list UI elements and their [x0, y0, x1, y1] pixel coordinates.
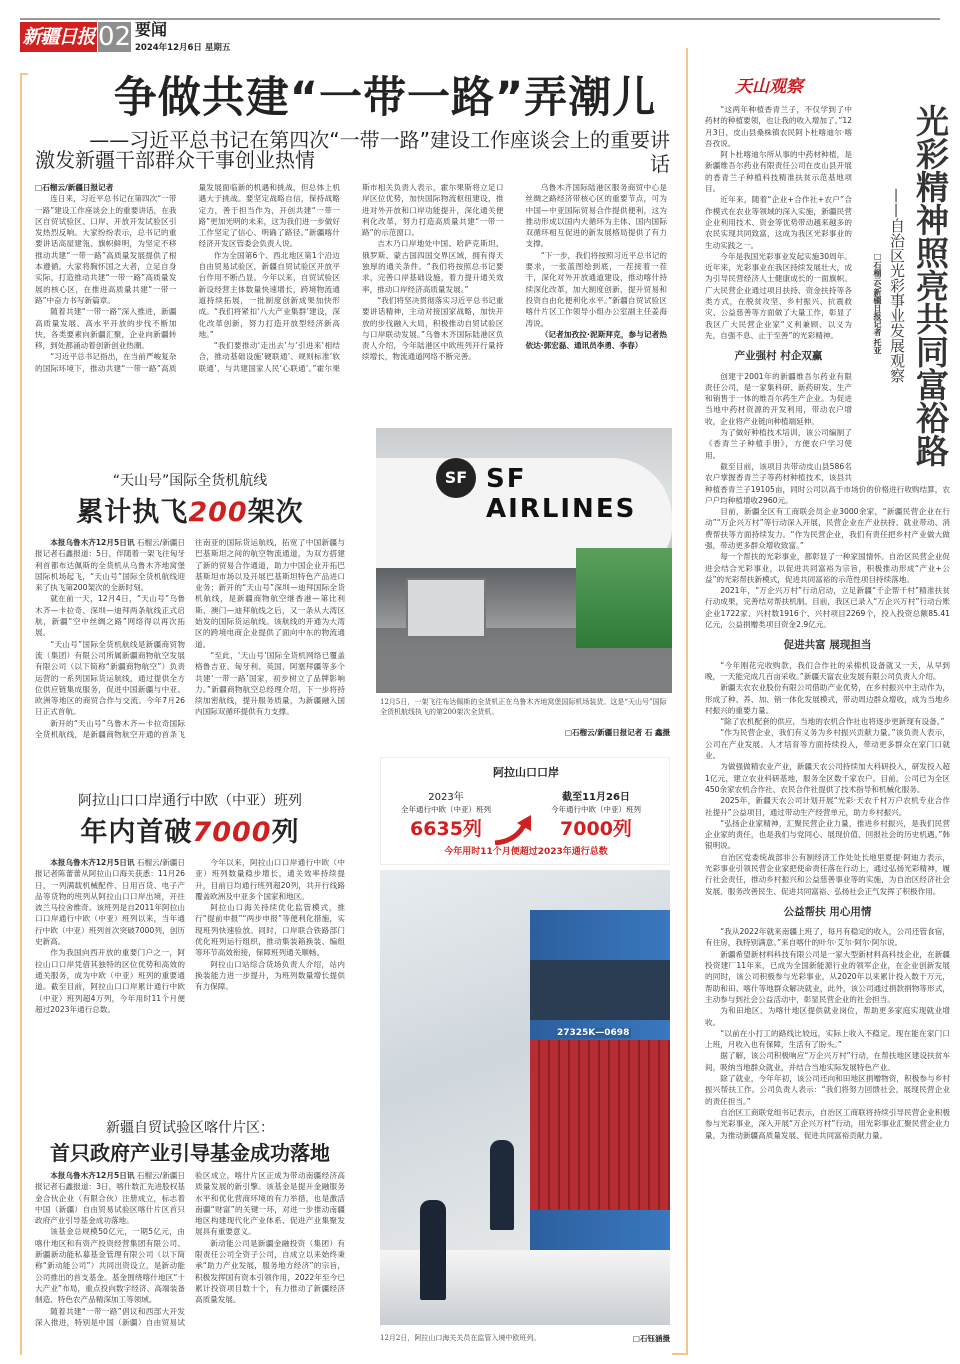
train-headline [35, 810, 345, 849]
train-kicker: 阿拉山口口岸通行中欧（中亚）班列 [78, 793, 302, 809]
fund-headline: 首只政府产业引导基金成功落地 [50, 1141, 330, 1165]
loco-number: 27325K—0698 [557, 1028, 630, 1038]
lead-subtitle-2: 激发新疆干部群众干事创业热情 [35, 148, 315, 172]
section-name: 要闻 [135, 20, 168, 39]
section-heading: 促进共富 展现担当 [783, 639, 872, 652]
paragraph: “至此，‘天山号’国际全货机网络已覆盖格鲁吉亚、匈牙利、英国、阿塞拜疆等多个共建‘一带一路’国家，初步树立了品牌影响力。”新疆商物航空总经理介绍，下一步将持续加密航线，提升服务质量，为新疆融入国内国际双循环提供有力支撑。 [195, 650, 345, 717]
section-heading: 产业强村 村企双赢 [734, 350, 823, 363]
train-photo-credit: □石钰涵摄 [632, 1334, 670, 1343]
paragraph: 就在前一天，12月4日，“天山号”乌鲁木齐—卡拉奇、深圳—迪拜两条航线正式启航，新疆“空中丝绸之路”网络得以再次拓展。 [35, 594, 185, 638]
paragraph: “我从2022年就来南疆上班了，每月有稳定的收入，公司还管食宿，有住房，我特别满意。”来自喀什的叶尔·艾尔·阿尔·阿尔说。 [705, 927, 950, 948]
paragraph: 今年以来，阿拉山口口岸通行中欧（中亚）班列数量稳步增长，通关效率持续提升，目前日均通行班列超20列，共开行线路覆盖欧洲及中亚多个国家和地区。 [195, 858, 345, 901]
paragraph [35, 1170, 185, 1226]
headline-text: 架次 [247, 497, 304, 528]
paragraph: 自治区工商联党组书记表示，自治区工商联将持续引导民营企业积极参与光彩事业，深入开展“万企兴万村”行动，用光彩事业汇聚民营企业力量，为推动新疆高质量发展、促进共同富裕贡献力量。 [705, 1107, 950, 1140]
headline-text: 列 [271, 817, 300, 848]
freight-wagon [530, 1040, 670, 1210]
paragraph: “下一步，我们将按照习近平总书记的要求，一张蓝图绘到底，一茬接着一茬干，深化对外开放通道建设，推动喀什持续深化改革，加大制度创新，提升贸易和投资自由化便利化水平。”新疆自贸试验区喀什片区工作领导小组办公室副主任姜海涛说。 [525, 250, 667, 328]
paragraph: 新疆希望新材料科技有限公司是一家大型新材料高科技企业，在新疆投资建厂11年来，已成为全国新能源行业的领军企业，在企业创新发展的同时，该公司积极参与光彩事业，从2020年以来累计投入数千万元，帮助和田、喀什等地群众解决就业，此外，该公司通过捐款捐物等形式，主动参与到社会公益活动中，彰显民营企业的社会担当。 [705, 949, 950, 1004]
customs-officer [420, 1200, 446, 1300]
paragraph: “天山号”国际全货机航线是新疆商贸物流（集团）有限公司所属新疆商物航空发展有限公司（以下简称“新疆商物航空”）负责运营的一系列国际货运航线，通过提供全方位供应链集成服务，促进中国新疆与中亚、欧洲等地区的商贸合作与交流。今年7月26日正式首航。 [35, 639, 185, 717]
page-number: 02 [98, 22, 132, 52]
section-heading: 公益帮扶 用心用情 [783, 905, 872, 918]
paragraph: 2021年，“万企兴万村”行动启动，立足新疆“千企帮千村”精准扶贫行动成果，完善结对帮扶机制。目前，我区已录入“万企兴万村”行动台账企业1722家、兴村数1916个、兴村项目2269个，投入投资总额85.41亿元，公益捐赠类项目资金2.9亿元。 [705, 586, 950, 630]
fund-article-body [35, 1170, 345, 1358]
cargo-plane-photo [376, 428, 672, 693]
headline-number: 7000 [192, 817, 272, 848]
paragraph: 作为全国第6个、西北地区第1个沿边自由贸易试验区，新疆自贸试验区开放平台作用不断凸显。今年以来，自贸试验区新设经营主体数量快速增长，跨境物流通道持续拓展，一批制度创新成果加快形成。“我们将紧扣‘八大产业集群’建设，深化改革创新，努力打造开放型经济新高地。” [198, 250, 340, 339]
paragraph: 据了解，该公司积极响应“万企兴万村”行动，在帮扶地区建设扶贫车间，吸纳当地群众就业，并结合当地实际发展特色产业。 [705, 1051, 950, 1072]
lead-article-body [35, 182, 667, 404]
column-byline: □石榴云/新疆日报记者 托亚 [873, 252, 882, 355]
right-value: 7000列 [560, 818, 632, 840]
paragraph: 每一个帮扶的光彩事业，都彰显了一种家国情怀。自治区民营企业促进会结合光彩事业，以促进共同富裕为宗旨，积极推动形成“产业+公益”的光彩帮扶新模式，促进共同富裕的示范性项目持续落地。 [705, 552, 950, 584]
customs-officer [490, 1140, 514, 1230]
paragraph: “除了农机配套的供应，当地的农机合作社也将逐步更新现有设备。” [720, 717, 945, 727]
infographic-title: 阿拉山口口岸 [493, 766, 559, 779]
lead-byline: □石榴云/新疆日报记者 [35, 183, 114, 192]
column-divider [686, 48, 688, 1355]
plane-livery: SF AIRLINES [486, 464, 637, 524]
paragraph: 截至目前，该项目共带动皮山县586名农户掌握香青兰子等药材种植技术，该县共种植香青兰子19105亩，同时公司以高于市场价的价格进行收购结算，农户户均种植增收2960元。 [705, 461, 950, 505]
lead-subtitle: ——习近平总书记在第四次“一带一路”建设工作座谈会上的重要讲话 [89, 128, 670, 176]
paragraph-text: 石榴云/新疆日报记者石鑫报道：5日，伴随着一架飞往匈牙利首都布达佩斯的全货机从乌鲁木齐地窝堡国际机场起飞，“天山号”国际全货机航线迎来了执飞第200架次的全新时刻。 [35, 538, 185, 593]
column-article-body [705, 104, 950, 1356]
paragraph: 今年是我国光彩事业发起实施30周年。近年来，光彩事业在我区持续发展壮大，成为引导民营经济人士健康成长的一面旗帜。广大民营企业通过项目扶持、资金扶持等各类方式，在脱贫攻坚、乡村振兴、抗震救灾、公益慈善等方面做了大量工作，彰显了我区广大民营企业家“义利兼顾、以义为先，自强不息、止于至善”的光彩精神。 [705, 251, 852, 340]
loader-vehicle [406, 578, 486, 638]
issue-date: 2024年12月6日 星期五 [135, 43, 231, 53]
right-label: 今年通行中欧（中亚）班列 [551, 805, 641, 814]
paragraph: “今年刚花完收购款，我们合作社的采棉机设备就又一天，从早到晚，一天能完成几百亩采收。”新疆天富农业发展有限公司负责人介绍。 [705, 660, 950, 681]
paragraph: “弘扬企业家精神，汇聚民营企业力量，推进乡村振兴，是我们民营企业家的责任，也是我们与党同心、展现价值、回报社会的历史机遇。”韩银明说。 [705, 818, 950, 851]
left-label: 全年通行中欧（中亚）班列 [401, 805, 491, 814]
column-subtitle: ——自治区光彩事业发展观察 [888, 188, 906, 383]
dateline: 本报乌鲁木齐12月5日讯 [50, 1171, 135, 1180]
paragraph: “我们要推动‘走出去’与‘引进来’相结合，推动基础设施‘硬联通’、规则标准‘软联通’、与共建国家人民‘心联通’。”霍尔果斯市相关负责人表示，霍尔果斯将立足口岸区位优势，加快国际物流枢纽建设，推进对外开放和口岸功能提升，深化通关便利化改革，努力打造高质量共建“一带一路”的示范窗口。 [198, 183, 504, 373]
headline-text: 累计执飞 [76, 497, 189, 528]
paragraph: 新疆天农农业股份有限公司借助产业优势，在乡村振兴中主动作为，形成了种、养、加、销一体化发展模式，带动周边群众增收，成为当地乡村振兴的重要力量。 [705, 683, 950, 715]
paragraph: 为做强做精农业产业，新疆天农公司持续加大科研投入，研发投入超1亿元，建立农业科研基地，服务全区数千家农户。目前，公司已为全区450余家农机合作社、农民合作社提供了技术指导和机械化服务。 [705, 762, 950, 794]
paragraph: 为和田地区、为喀什地区提供就业岗位，帮助更多家庭实现就业增收。 [705, 1006, 950, 1027]
column-logo: 天山观察 [735, 77, 803, 97]
paragraph: 除了就业，今年年初，该公司还向和田地区捐赠物资，积极参与乡村振兴帮扶工作。公司负责人表示：“我们将努力回馈社会，展现民营企业的责任担当。” [705, 1074, 950, 1106]
paragraph: 新开的“天山号”乌鲁木齐—卡拉奇国际全货机航线，是新疆商物航空开通的首条飞往南亚的国际货运航线，拓宽了中国新疆与巴基斯坦之间的航空物流通道，为双方搭建了新的贸易合作通道，助力中国企业开拓巴基斯坦市场以及开展巴基斯坦特色产品进口业务；新开的“天山号”深圳—迪拜国际全货机航线，是新疆商物航空继香港—第比利斯、澳门—迪拜航线之后，又一条从大湾区始发的国际货运航线。该航线的开通为大湾区的跨境电商企业提供了面向中东的物流通道。 [35, 538, 345, 740]
paragraph: 新动能公司是新疆金融投资（集团）有限责任公司全资子公司，自成立以来始终秉承“助力产业发展，服务地方经济”的宗旨，积极发挥国有资本引领作用，2022年至今已累计投资项目数十个，有力推动了新疆经济高质量发展。 [195, 1238, 345, 1305]
paragraph: 乌鲁木齐国际陆港区服务商贸中心是丝绸之路经济带核心区的重要节点，可为中国—中亚国际贸易合作提供便利，这为推动形成以国内大循环为主体、国内国际双循环相互促进的新发展格局提供了有力支撑。 [525, 183, 667, 249]
dateline: 本报乌鲁木齐12月5日讯 [50, 538, 135, 547]
paragraph: 目前，新疆全区有工商联会员企业3000余家，“新疆民营企业在行动”“万企兴万村”等行动深入开展，民营企业在产业扶持、就业带动、消费帮扶等方面持续发力。“作为民营企业，我们有责任把乡村产业做大做强，带动更多群众增收致富。” [705, 507, 950, 550]
lead-credits: （记者加孜拉·泥斯拜克，参与记者热依达·郭宏磊、通讯员李勇、李春） [525, 329, 667, 351]
left-bracket-divider [20, 73, 28, 1355]
paragraph: “习近平总书记指出，在当前严峻复杂的国际环境下，推动共建“一带一路”高质量发展面临新的机遇和挑战，但总体上机遇大于挑战。要坚定战略自信，保持战略定力，善于担当作为，开创共建“一带一路”更加光明的未来，这为我们进一步做好工作坚定了信心、明确了路径。”新疆喀什经济开发区管委会负责人说。 [35, 183, 340, 373]
cargo-article-body [35, 537, 345, 749]
column-title-block [858, 104, 950, 474]
paragraph: 阿卜杜喀迪尔所从事的中药材种植，是新疆维吾尔药业有限责任公司在皮山县开展的香青兰子种植科技精准扶贫示范基地项目。 [705, 150, 852, 194]
paragraph: 作为我国向西开放的重要门户之一，阿拉山口口岸凭借其独特的区位优势和高效的通关服务，成为中欧（中亚）班列的重要通道。截至目前，阿拉山口口岸累计通行中欧（中亚）班列超4万列，今年用时11个月便超过2023年通行总数。 [35, 948, 185, 1014]
paragraph: 自治区党委统战部非公有制经济工作处处长地里夏提·阿迪力表示，光彩事业引领民营企业家把使命责任落在行动上，通过弘扬光彩精神，履行社会责任，推动乡村振兴和公益慈善事业等的实施，为自治区经济社会发展、服务改善民生、促进共同富裕、弘扬社会正气发挥了积极作用。 [705, 852, 950, 896]
cargo-kicker: “天山号”国际全货机航线 [112, 473, 268, 489]
right-period: 截至11月26日 [562, 792, 630, 803]
tarmac [376, 653, 672, 693]
train-photo [380, 870, 670, 1325]
lead-headline: 争做共建“一带一路”弄潮儿 [113, 73, 657, 123]
paragraph: 为了做好种植技术培训，该公司编制了《香青兰子种植手册》，方便农户学习使用。 [705, 428, 852, 460]
paragraph: “作为民营企业，我们有义务为乡村振兴贡献力量。”该负责人表示，公司在产业发展、人才培育等方面持续投入，带动更多群众在家门口就业。 [705, 728, 950, 761]
paragraph: 阿拉山口海关持续优化监管模式，推行“提前申报”“两步申报”等便利化措施，实现班列快速验放。同时，口岸联合铁路部门优化班列运行组织，推动集装箱换装、编组等环节高效衔接，保障班列通关顺畅。 [195, 903, 345, 958]
cargo-photo-caption: 12月5日，一架飞往布达佩斯的全货机正在乌鲁木齐地窝堡国际机场装货。这是“天山号”国际全货机航线执飞的第200架次全货机。 [380, 698, 667, 716]
cargo-photo-credit: □石榴云/新疆日报记者 石 鑫摄 [564, 728, 670, 737]
paragraph: “这两年种植香青兰子，不仅学到了中药材的种植要领，也让我的收入增加了。”12月3日，皮山县桑株镇农民阿卜杜喀迪尔·喀吾孜说。 [705, 105, 852, 148]
divider-foot [672, 1353, 688, 1355]
paragraph: 连日来，习近平总书记在第四次“一带一路”建设工作座谈会上的重要讲话，在我区自贸试验区、口岸、开放开发试验区引发热烈反响。大家纷纷表示，总书记的重要讲话高屋建瓴、旗帜鲜明，为坚定不移推动共建“一带一路”高质量发展提供了根本遵循。大家将胸怀国之大者，立足自身实际，打造推动共建“一带一路”高质量发展的核心区，在推进高质量共建“一带一路”中奋力书写新篇章。 [35, 194, 177, 305]
left-period: 2023年 [428, 792, 464, 803]
newspaper-logo: 新疆日报 [20, 22, 97, 52]
train-photo-caption: 12月2日，阿拉山口海关关员在监管入境中欧班列。 [380, 1334, 541, 1342]
fund-kicker: 新疆自贸试验区喀什片区： [106, 1120, 274, 1136]
paragraph [35, 537, 185, 593]
paragraph: “以前在小打工的路线比较远，实际上收入不稳定。现在能在家门口上班，月收入也有保障，生活有了盼头。” [705, 1028, 950, 1050]
paragraph [35, 857, 185, 947]
paragraph: 2025年，新疆天农公司计划开展“光彩·天农千村万户农机专业合作社提升”公益项目，通过带动生产经营单元，助力乡村振兴。 [705, 796, 950, 817]
loco-windows [530, 960, 670, 1020]
paragraph: 阿拉山口站综合货场负责人介绍，站内换装能力进一步提升，为班列数量增长提供有力保障。 [195, 959, 345, 992]
headline-number: 200 [188, 497, 248, 528]
sf-logo: SF [436, 458, 476, 498]
train-infographic [380, 757, 670, 865]
left-value: 6635列 [410, 818, 482, 840]
cargo-headline [35, 490, 345, 529]
infographic-footer: 今年用时11个月便超过2023年通行总数 [444, 847, 608, 857]
paragraph: 该基金总规模50亿元，一期5亿元，由喀什地区和有资产投资经营集团有限公司、新疆新动能私募基金管理有限公司（以下简称“新动能公司”）共同出资设立，是新动能公司推出的首支基金。基金围绕喀什地区“十大产业”布局，重点投向数字经济、高端装备制造、特色农产品精深加工等领域。 [35, 1227, 185, 1305]
paragraph: 随着共建“一带一路”深入推进，新疆高质量发展、高水平开放的步伐不断加快，各类要素向新疆汇聚，企业向新疆转移，到处都涌动着创新创业热潮。 [35, 307, 177, 351]
paragraph-text: 石榴云/新疆日报记者陈蕾蕾从阿拉山口海关获悉：11月26日，一列满载机械配件、日用百货、电子产品等货物的班列从阿拉山口口岸出境，开往波兰马拉舍维奇。该班列是自2011年阿拉山口口岸通行中欧（中亚）班列以来，当年通行中欧（中亚）班列首次突破7000列，创历史新高。 [35, 858, 185, 947]
paragraph: 吉木乃口岸地处中国、哈萨克斯坦、俄罗斯、蒙古国四国交界区域，拥有得天独厚的通关条件。“我们将按照总书记要求，完善口岸基础设施，着力提升通关效率，推动口岸经济高质量发展。” [362, 239, 504, 294]
paragraph: 近年来，随着“企业+合作社+农户”合作模式在农业等领域的深入实施，新疆民营企业利用技术、资金等优势带动越来越多的农民实现共同致富，这成为我区光彩事业的生动实践之一。 [705, 195, 852, 250]
train-article-body [35, 857, 345, 1097]
column-title: 光彩精神照亮共同富裕路 [911, 104, 950, 467]
paragraph-text: 石榴云/新疆日报记者石鑫报道：3日，喀什数汇先进股权基金合伙企业（有限合伙）注册成立，标志着中国（新疆）自由贸易试验区喀什片区首只政府产业引导基金成功落地。 [35, 1171, 185, 1226]
headline-text: 年内首破 [80, 817, 193, 848]
paragraph: “我们将坚决贯彻落实习近平总书记重要讲话精神，主动对接国家战略，加快开放的步伐融入大局，积极推动自贸试验区与口岸联动发展。”乌鲁木齐国际陆港区负责人介绍，今年陆港区中欧班列开行量持续增长，物流通道网络不断完善。 [362, 295, 504, 362]
dateline: 本报乌鲁木齐12月5日讯 [50, 858, 135, 867]
cargo-pallets [576, 548, 672, 648]
paragraph: 创建于2001年的新疆维吾尔药业有限责任公司，是一家集科研、新药研发、生产和销售于一体的维吾尔药生产企业。为促进当地中药材资源的开发利用，带动农户增收，企业将产业链向种植端延伸。 [705, 371, 852, 426]
paragraph: 随着共建“一带一路”倡议和西部大开发深入推进，特别是中国（新疆）自由贸易试验区成立，喀什片区正成为带动南疆经济高质量发展的新引擎。该基金是提升金融服务水平和优化营商环境的有力举措，也是激活南疆“财富”的关键一环，对进一步推动南疆地区构建现代化产业体系、促进产业集聚发展具有重要意义。 [35, 1171, 345, 1327]
